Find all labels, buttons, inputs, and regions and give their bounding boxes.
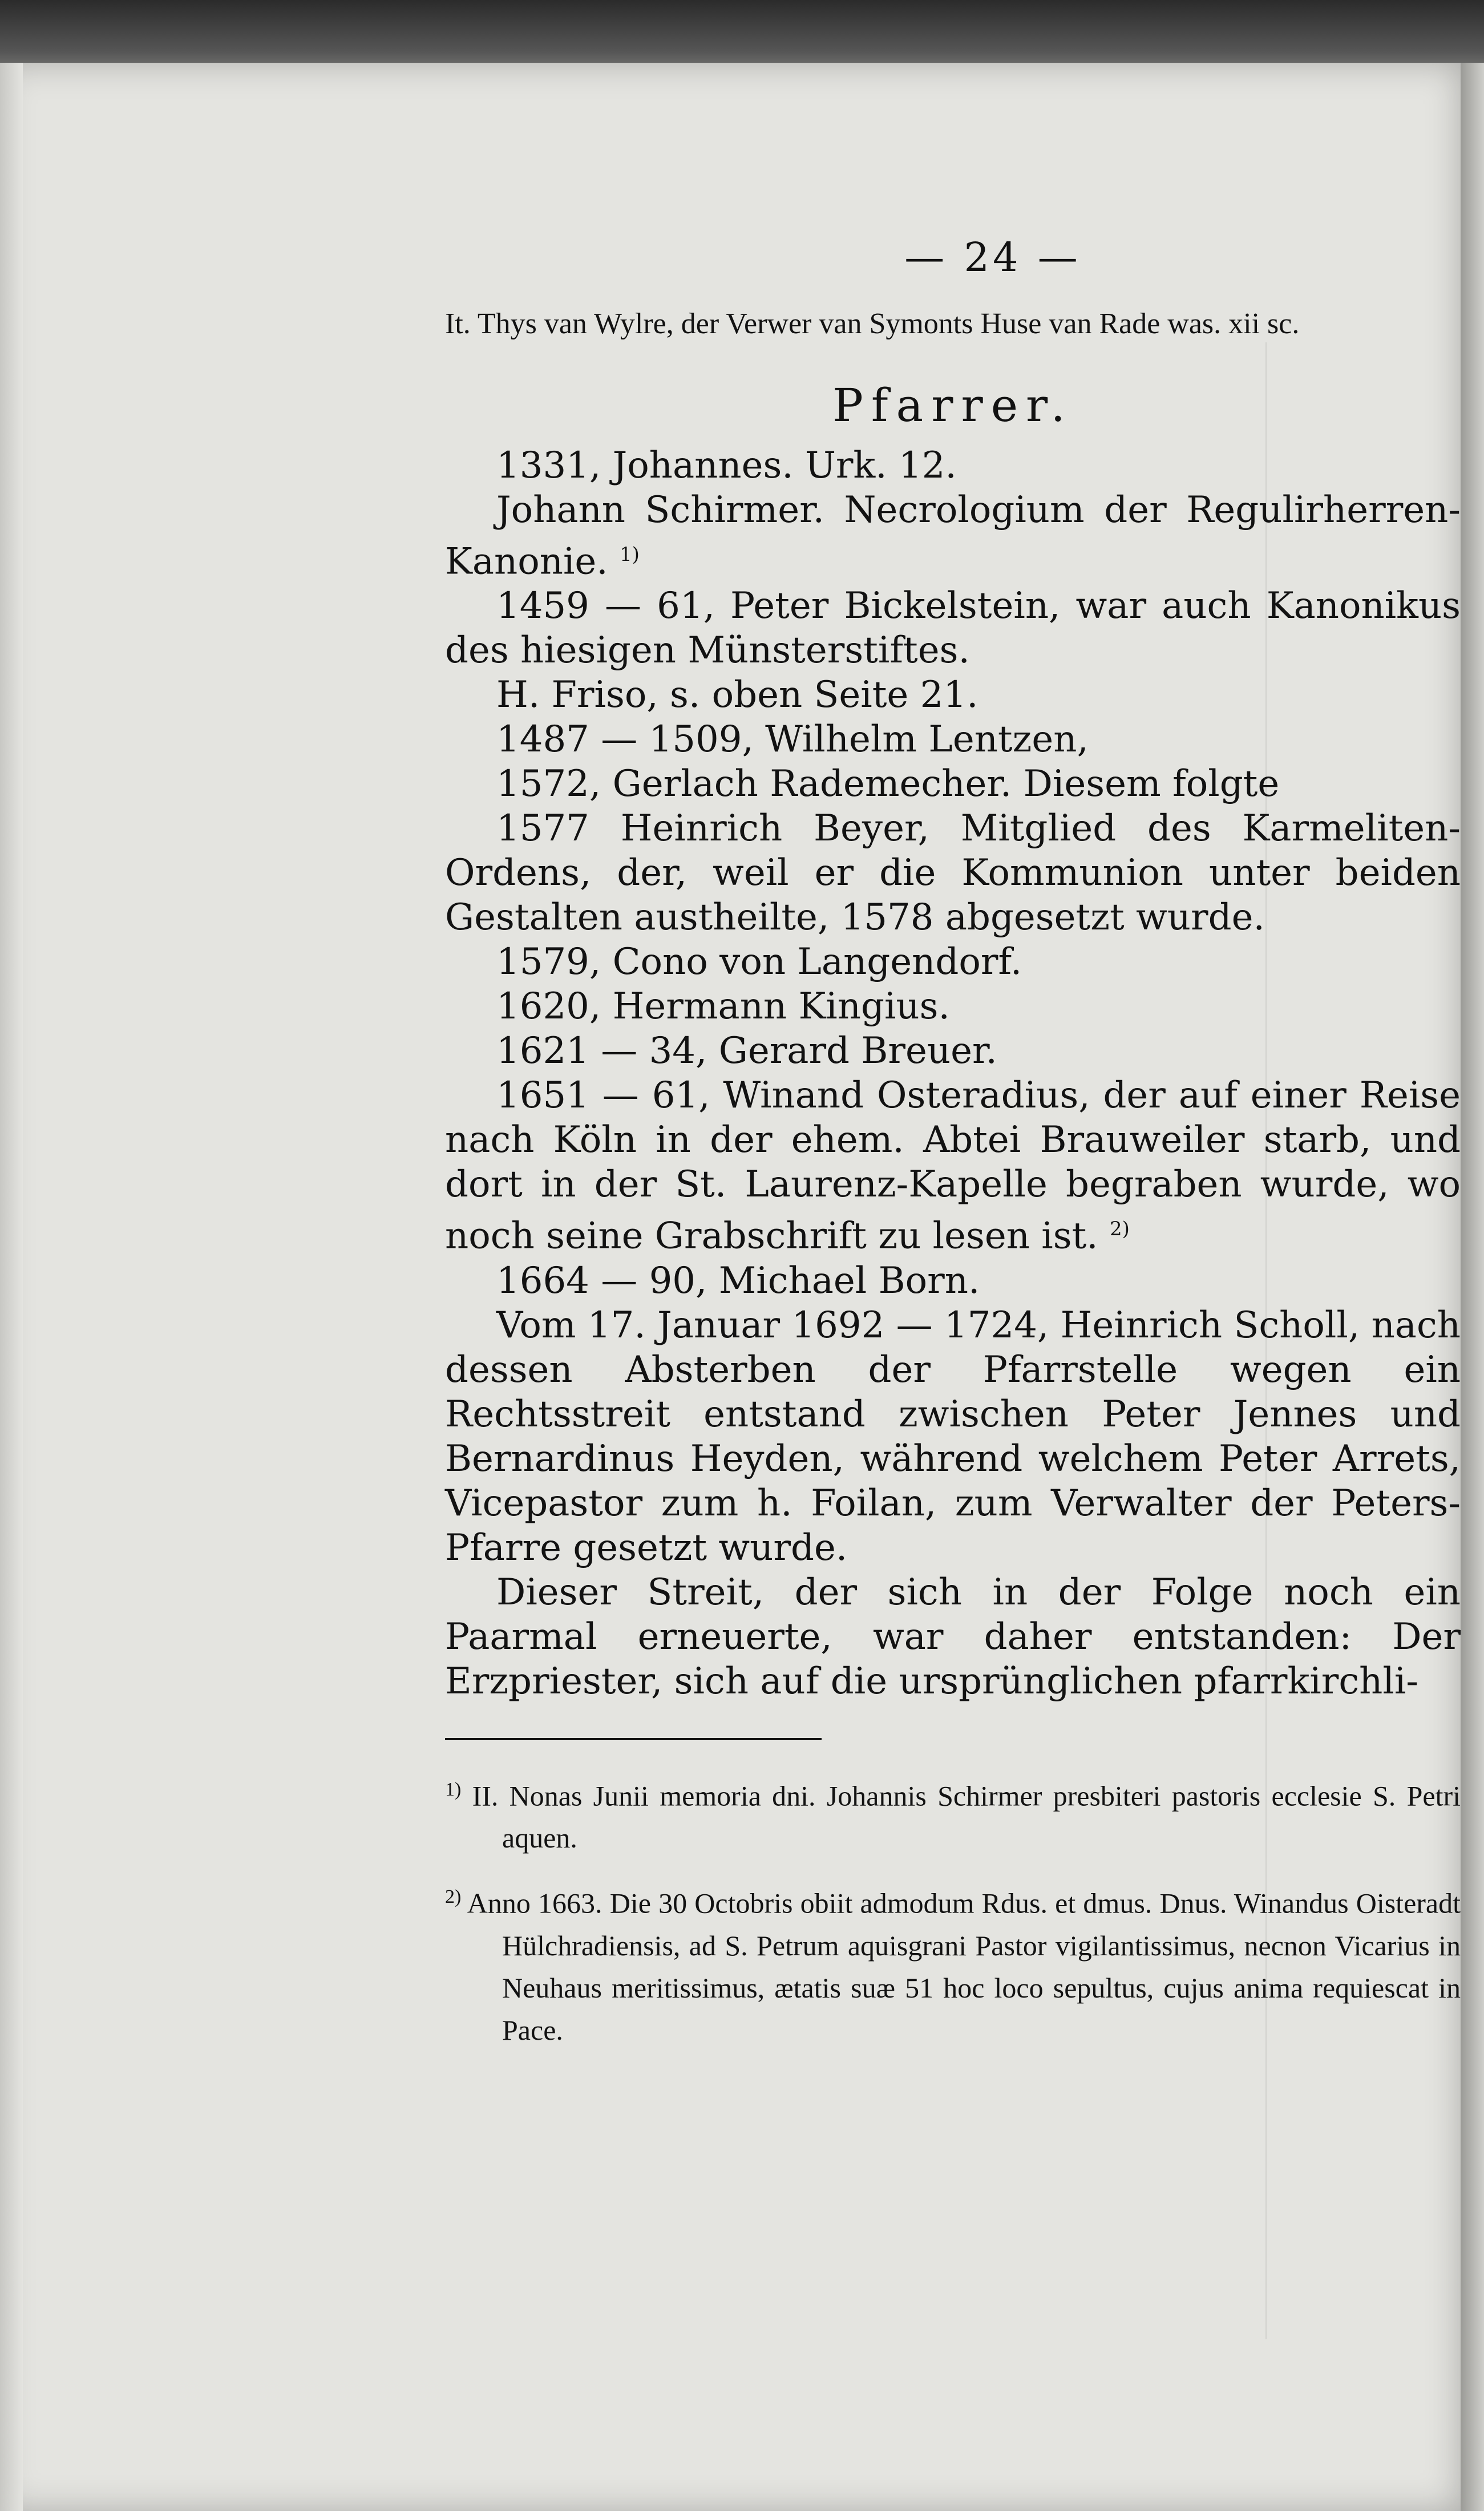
list-item: 1579, Cono von Langendorf. [496,941,1022,984]
footnote-mark: 2) [445,1886,462,1908]
list-item: 1459 — 61, Peter Bickelstein, war auch Kanonikus des hiesigen Münsterstiftes. [445,585,1461,672]
footnote-reference: 2) [1109,1218,1130,1241]
list-item: 1577 Heinrich Beyer, Mitglied des Karmeliten-Ordens, der, weil er die Kommunion unter beiden Gestalten austheilte, 1578 abgesetzt wurde. [445,807,1461,939]
pastor-list [445,443,1461,1704]
page-text-area [445,234,1461,2068]
list-item: H. Friso, s. oben Seite 21. [496,674,978,717]
footnote [445,1769,1461,1859]
section-heading: Pfarrer. [832,379,1073,432]
footnote-mark: 1) [445,1778,462,1800]
page-number: — 24 — [904,234,1081,281]
list-item: 1620, Hermann Kingius. [496,985,950,1028]
list-item: 1664 — 90, Michael Born. [496,1259,980,1302]
list-item: Dieser Streit, der sich in der Folge noch ein Paarmal erneuerte, war daher entstanden: Der Erzpriester, sich auf die ursprünglichen pfarrkirchli- [445,1571,1461,1703]
footnote-reference: 1) [619,543,640,566]
list-item: Johann Schirmer. Necrologium der Regulirherren-Kanonie. $^{1)}$ [445,489,1461,583]
scan-left-edge [0,63,23,2511]
top-note: It. Thys van Wylre, der Verwer van Symonts Huse van Rade was. xii sc. [445,308,1300,340]
list-item: 1487 — 1509, Wilhelm Lentzen, [496,718,1089,761]
footnote-text: Anno 1663. Die 30 Octobris obiit admodum Rdus. et dmus. Dnus. Winandus Oisteradt Hülchradiensis, ad S. Petrum aquisgrani Pastor vigilantissimus, necnon Vicarius in Neuhaus meritissimus, ætatis suæ 51 hoc loco sepultus, cujus anima requiescat in Pace. [467,1887,1461,2046]
list-item: 1331, Johannes. Urk. 12. [496,444,957,487]
list-item: Vom 17. Januar 1692 — 1724, Heinrich Scholl, nach dessen Absterben der Pfarrstelle wegen ein Rechtsstreit entstand zwischen Peter Jennes und Bernardinus Heyden, während welchem Peter Arrets, Vicepastor zum h. Foilan, zum Verwalter der Peters-Pfarre gesetzt wurde. [445,1304,1461,1569]
list-item: 1651 — 61, Winand Osteradius, der auf einer Reise nach Köln in der ehem. Abtei Brauweiler starb, und dort in der St. Laurenz-Kapelle begraben wurde, wo noch seine Grabschrift zu lesen ist. $^{2)}$ [445,1074,1461,1257]
footnote-text: II. Nonas Junii memoria dni. Johannis Schirmer presbiteri pastoris ecclesie S. Petri aquen. [472,1780,1461,1854]
scan-right-edge [1461,63,1484,2511]
list-item: 1621 — 34, Gerard Breuer. [496,1030,997,1073]
footnote-divider [445,1738,822,1740]
footnote [445,1876,1461,2051]
list-item: 1572, Gerlach Rademecher. Diesem folgte [496,763,1280,806]
